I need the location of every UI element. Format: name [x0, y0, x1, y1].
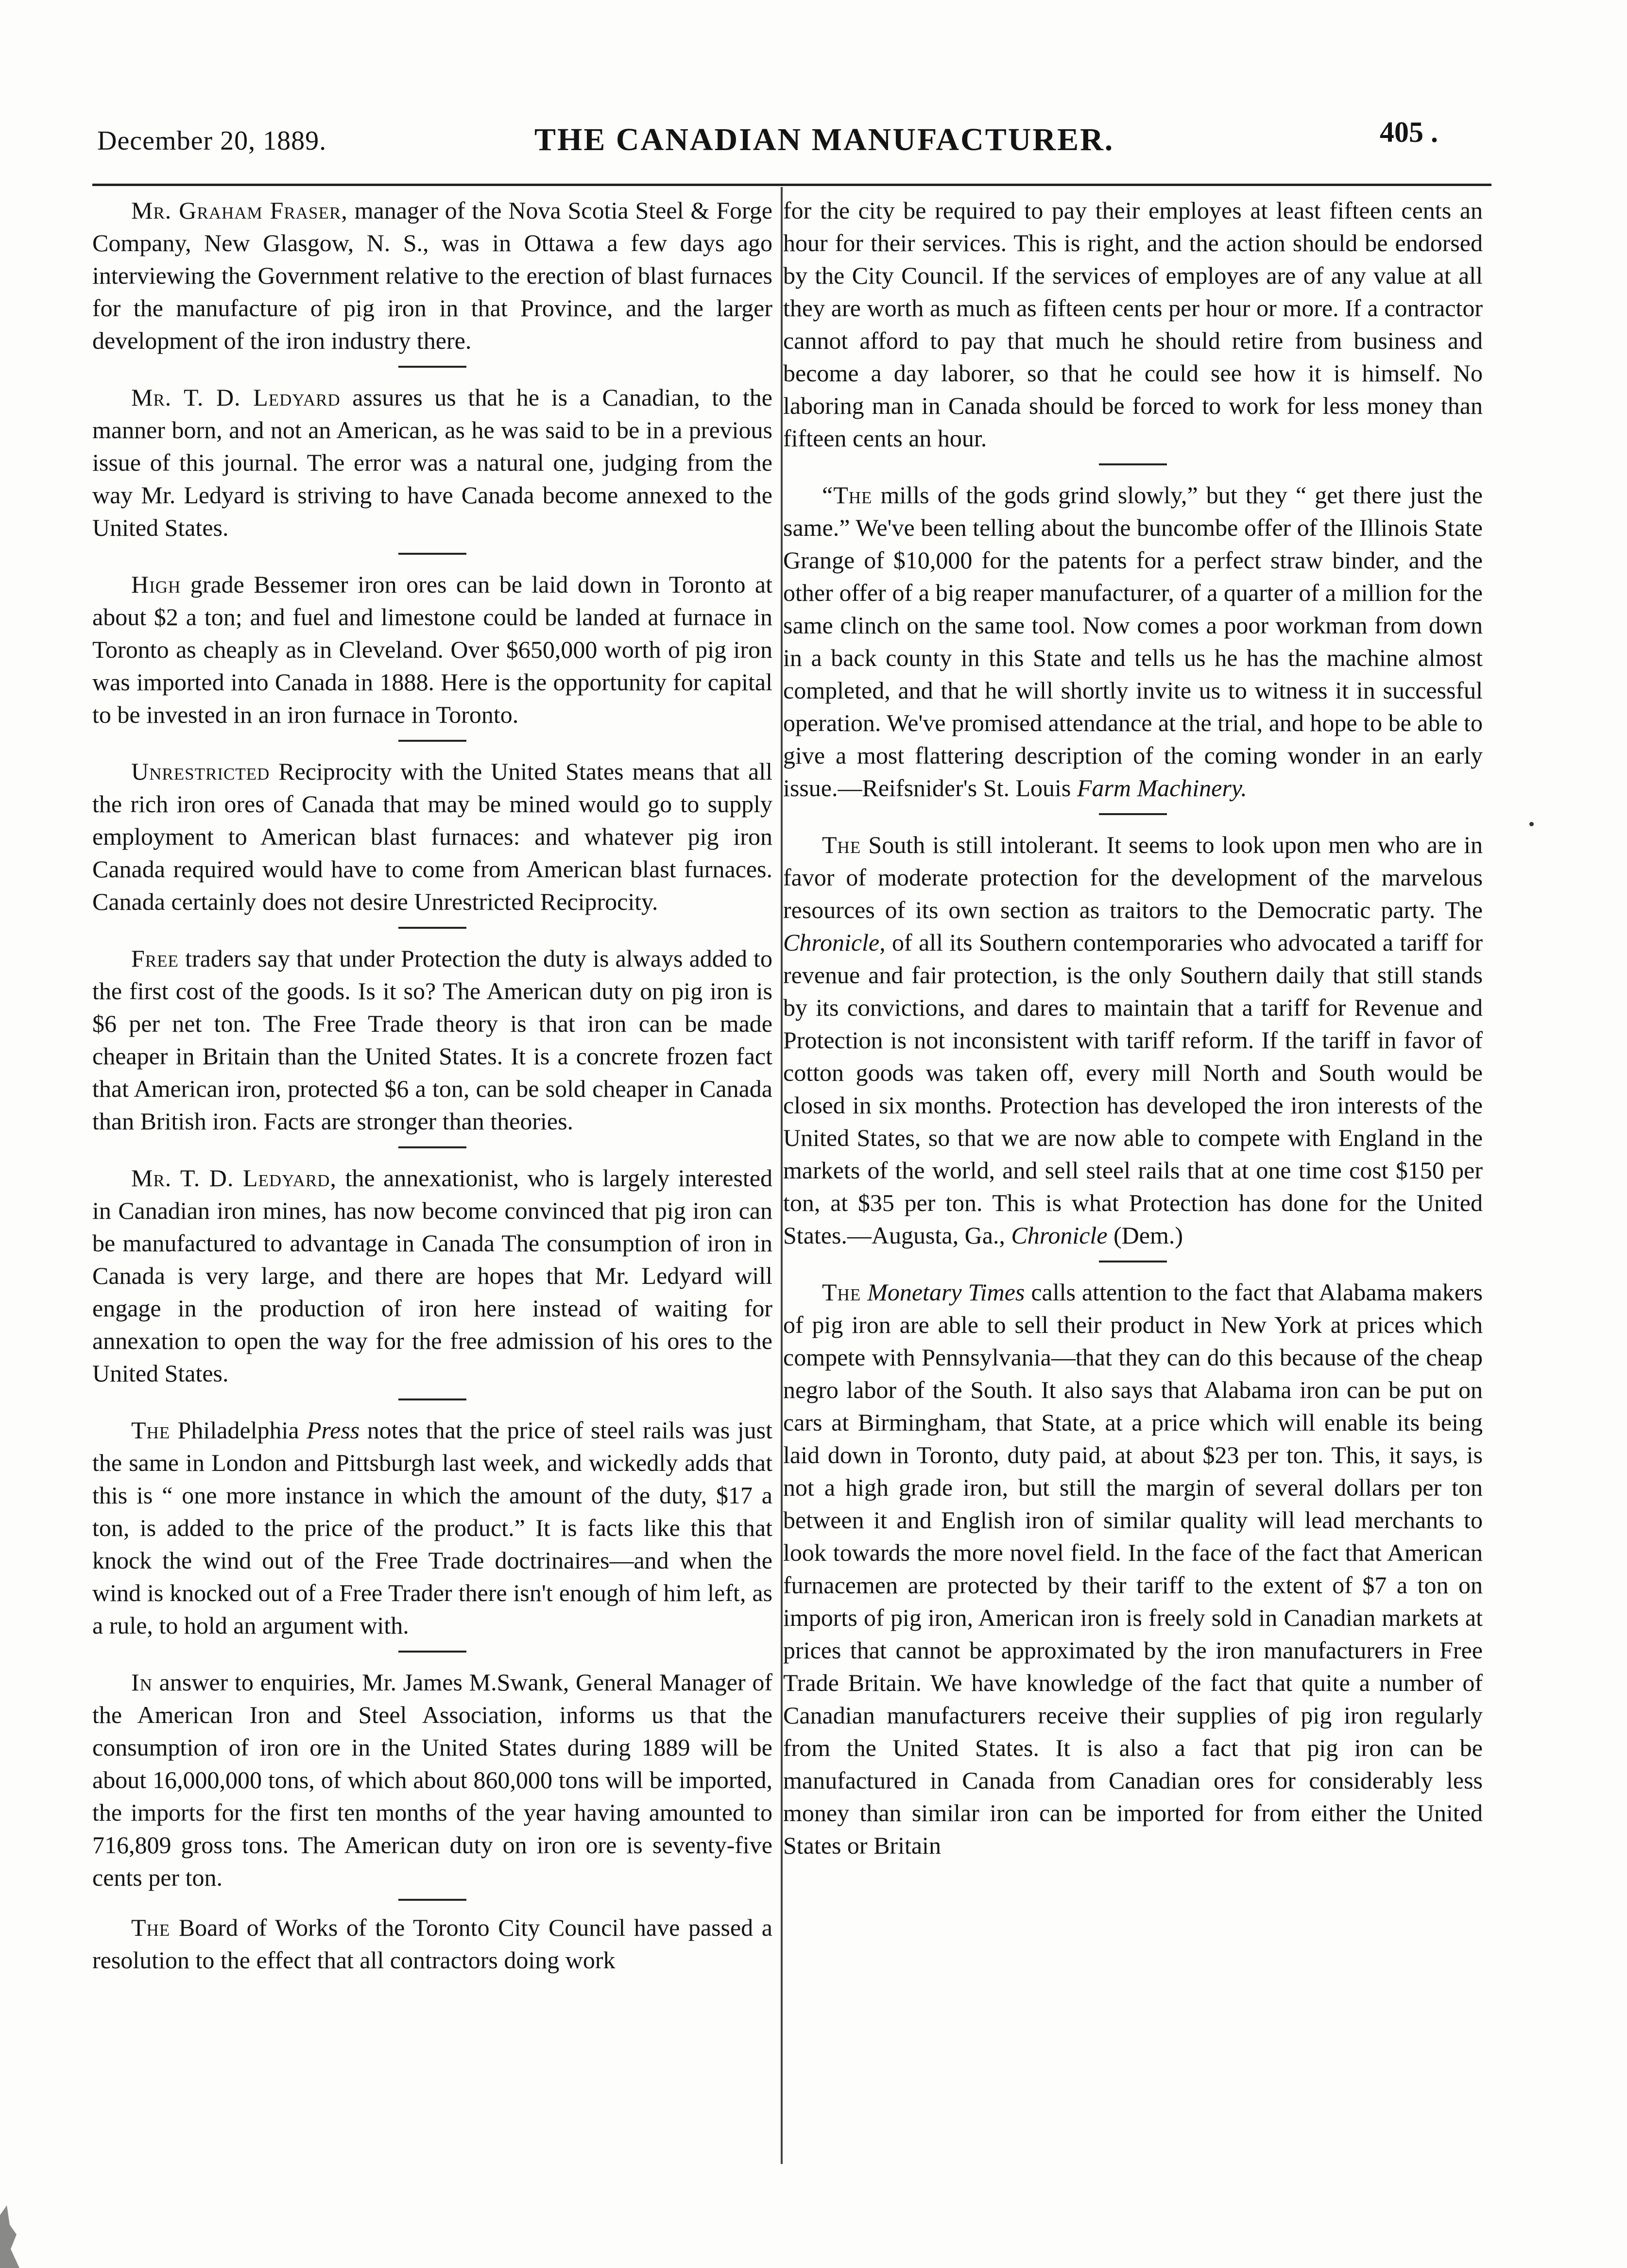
separator-rule — [398, 1146, 466, 1148]
separator-rule — [1099, 1261, 1167, 1262]
page-header — [0, 0, 1627, 185]
left-column — [92, 194, 772, 1977]
article-board-of-works-continued — [783, 194, 1483, 455]
separator-rule — [398, 1651, 466, 1653]
publication-name: Farm Machinery. — [1077, 774, 1247, 801]
article-body: for the city be required to pay their employes at least fifteen cents an hour for their services. This is right, and the action should be endorsed by the City Council. If the services of employes are of any value at all they are worth as much as fifteen cents per hour or more. If a contractor cannot afford to pay that much he should retire from business and become a day laborer, so that he could see how it is himself. No laboring man in Canada should be forced to work for less money than fifteen cents an hour. — [783, 197, 1483, 452]
article-lead: The — [131, 1416, 171, 1444]
article-ledyard-annexationist — [92, 1162, 772, 1390]
publication-name: Chronicle — [1011, 1222, 1108, 1249]
article-body: of all its Southern contemporaries who advocated a tariff for revenue and fair protection, is the only Southern daily that still stands by its convictions, and dares to maintain that a tariff for Revenue and Protection is not inconsistent with tariff reform. If the tariff in favor of cotton goods was taken off, every mill North and South would be closed in six months. Protection has developed the iron interests of the United States, so that we are now able to compete with England in the markets of the world, and sell steel rails that at one time cost $150 per ton, at $35 per ton. This is what Protection has done for the United States.—Augusta, Ga., — [783, 929, 1483, 1249]
page-number: 405 . — [1380, 116, 1438, 148]
article-lead: “The — [822, 481, 873, 509]
article-lead: The — [822, 831, 861, 858]
article-lead: The — [822, 1279, 861, 1306]
article-monetary-times — [783, 1276, 1483, 1862]
separator-rule — [398, 927, 466, 929]
article-lead: In — [131, 1669, 153, 1696]
separator-rule — [398, 1398, 466, 1400]
publication-name: Monetary Times — [867, 1279, 1025, 1306]
article-body — [861, 1279, 867, 1306]
article-body: Philadelphia — [170, 1416, 307, 1444]
article-board-of-works — [92, 1911, 772, 1977]
article-ledyard-canadian — [92, 381, 772, 544]
article-body: answer to enquiries, Mr. James M.Swank, General Manager of the American Iron and Steel Association, informs us that the consumption of iron ore in the United States during 1889 will be about 16,000,000 tons, of which about 860,000 tons will be imported, the imports for the first ten months of the year having amounted to 716,809 gross tons. The American duty on iron ore is seventy-five cents per ton. — [92, 1669, 772, 1891]
article-body: South is still intolerant. It seems to look upon men who are in favor of moderate protection for the development of the marvelous resources of its own section as traitors to the Democratic party. The — [783, 831, 1483, 923]
article-body: calls attention to the fact that Alabama makers of pig iron are able to sell their product in New York at prices which compete with Pennsylvania—that they can do this because of the cheap negro labor of the South. It also says that Alabama iron can be put on cars at Birmingham, that State, at a price which will enable its being laid down in Toronto, duty paid, at about $23 per ton. This, it says, is not a high grade iron, but still the margin of several dollars per ton between it and English iron of similar quality will lead merchants to look towards the more novel field. In the face of the fact that American furnacemen are protected by their tariff to the extent of $7 a ton on imports of pig iron, American iron is freely sold in Canadian markets at prices that cannot be approximated by the iron manufacturers in Free Trade Britain. We have knowledge of the fact that quite a number of Canadian manufacturers receive their supplies of pig iron regularly from the United States. It is also a fact that pig iron can be manufactured in Canada from Canadian ores for considerably less money than similar iron can be imported for from either the United States or Britain — [783, 1279, 1483, 1859]
article-reciprocity — [92, 755, 772, 918]
article-body: manager of the Nova Scotia Steel & Forge Company, New Glasgow, N. S., was in Ottawa a few days ago interviewing the Government relative to the erection of blast furnaces for the manufacture of pig iron in that Province, and the larger development of the iron industry there. — [92, 197, 773, 354]
column-divider — [781, 187, 783, 2164]
separator-rule — [1099, 463, 1167, 465]
article-body: traders say that under Protection the duty is always added to the first cost of the goods. Is it so? The American duty on pig iron is $6 per net ton. The Free Trade theory is that iron can be made cheaper in Britain than the United States. It is a concrete frozen fact that American iron, protected $6 a ton, can be sold cheaper in Canada than British iron. Facts are stronger than theories. — [92, 945, 772, 1135]
separator-rule — [1099, 813, 1167, 815]
header-rule — [92, 184, 1491, 186]
article-body: the annexationist, who is largely interested in Canadian iron mines, has now become convinced that pig iron can be manufactured to advantage in Canada The consumption of iron in Canada is very large, and there are hopes that Mr. Ledyard will engage in the production of iron here instead of waiting for annexation to open the way for the free admission of his ores to the United States. — [92, 1164, 772, 1387]
article-body: (Dem.) — [1107, 1222, 1183, 1249]
article-mills-of-gods — [783, 479, 1483, 804]
article-lead: Mr. T. D. Ledyard — [131, 384, 341, 411]
article-lead: High — [131, 571, 181, 598]
article-lead: Mr. Graham Fraser, — [131, 197, 348, 224]
article-body: Reciprocity with the United States means that all the rich iron ores of Canada that may be mined would go to supply employment to American blast furnaces: and whatever pig iron Canada required would have to come from American blast furnaces. Canada certainly does not desire Unrestricted Reciprocity. — [92, 758, 772, 915]
separator-rule — [398, 553, 466, 555]
right-column — [783, 194, 1483, 1862]
article-lead: Free — [131, 945, 179, 972]
article-swank — [92, 1666, 772, 1894]
article-free-traders — [92, 942, 772, 1138]
article-south-intolerant — [783, 829, 1483, 1252]
article-body: assures us that he is a Canadian, to the manner born, and not an American, as he was said to be in a previous issue of this journal. The error was a natural one, judging from the way Mr. Ledyard is striving to have Canada become annexed to the United States. — [92, 384, 772, 541]
article-fraser — [92, 194, 772, 357]
journal-title: THE CANADIAN MANUFACTURER. — [534, 122, 1114, 157]
article-philadelphia-press — [92, 1414, 772, 1642]
article-lead: The — [131, 1914, 171, 1941]
article-body: grade Bessemer iron ores can be laid down in Toronto at about $2 a ton; and fuel and limestone could be landed at furnace in Toronto as cheaply as in Cleveland. Over $650,000 worth of pig iron was imported into Canada in 1888. Here is the opportunity for capital to be invested in an iron furnace in Toronto. — [92, 571, 772, 728]
article-body: mills of the gods grind slowly,” but they “ get there just the same.” We've been telling about the buncombe offer of the Illinois State Grange of $10,000 for the patents for a perfect straw binder, and the other offer of a big reaper manufacturer, of a quarter of a million for the same clinch on the same tool. Now comes a poor workman from down in a back county in this State and tells us he has the machine almost completed, and that he will shortly invite us to witness it in successful operation. We've promised attendance at the trial, and hope to be able to give a most flattering description of the coming wonder in an early issue.—Reifsnider's St. Louis — [783, 481, 1483, 801]
article-bessemer-ores — [92, 568, 772, 731]
article-lead: Unrestricted — [131, 758, 270, 785]
separator-rule — [398, 1899, 466, 1901]
paper-edge-mark — [0, 2157, 29, 2268]
publication-name: Press — [307, 1416, 360, 1444]
issue-date: December 20, 1889. — [97, 126, 327, 156]
publication-name: Chronicle, — [783, 929, 886, 956]
article-body: notes that the price of steel rails was just the same in London and Pittsburgh last week, and wickedly adds that this is “ one more instance in which the amount of the duty, $17 a ton, is added to the price of the product.” It is facts like this that knock the wind out of the Free Trade doctrinaires—and when the wind is knocked out of a Free Trader there isn't enough of him left, as a rule, to hold an argument with. — [92, 1416, 773, 1639]
ink-speck — [1529, 822, 1534, 826]
separator-rule — [398, 366, 466, 368]
article-body: Board of Works of the Toronto City Council have passed a resolution to the effect that all contractors doing work — [92, 1914, 772, 1974]
article-lead: Mr. T. D. Ledyard, — [131, 1164, 337, 1192]
separator-rule — [398, 740, 466, 742]
